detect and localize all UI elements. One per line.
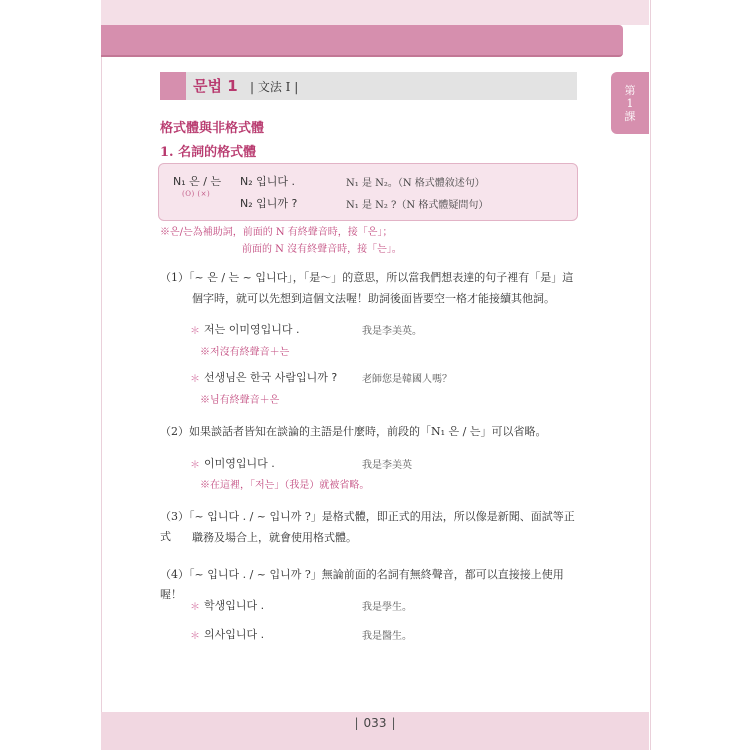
- example-5-korean: 의사입니다 .: [204, 628, 265, 641]
- example-5-chinese: 我是醫生。: [362, 631, 412, 642]
- formula-statement: N₂ 입니다 .: [240, 175, 296, 188]
- point-3-line-2: 職務及場合上，就會使用格式體。: [192, 531, 357, 544]
- lesson-title: 문법 1: [193, 77, 238, 95]
- formula-question-meaning: N₁ 是 N₂ ?（N 格式體疑問句）: [346, 200, 489, 211]
- point-1-line-2: 個字時，就可以先想到這個文法喔！助詞後面皆要空一格才能接續其他詞。: [192, 292, 555, 305]
- note-line-1: ※은/는為補助詞，前面的 N 有終聲音時，接「은」；: [160, 227, 393, 238]
- section-subtitle: 1. 名詞的格式體: [160, 145, 257, 160]
- page-number-value: 033: [363, 716, 387, 730]
- top-band: [101, 0, 649, 25]
- note-line-2: 前面的 N 沒有終聲音時，接「는」。: [242, 244, 402, 255]
- bullet-icon: ＊: [190, 374, 200, 385]
- formula-question: N₂ 입니까 ?: [240, 197, 298, 210]
- chapter-tab-line2: 1: [626, 96, 634, 110]
- chapter-tab: [611, 72, 649, 134]
- example-3-korean: 이미영입니다 .: [204, 457, 275, 470]
- page-number: [330, 716, 420, 730]
- example-2-note: ※님有終聲音＋은: [200, 395, 280, 406]
- header-bar: [101, 25, 623, 57]
- formula-n1-particle: N₁ 은 / 는: [173, 175, 222, 188]
- point-1-line-1: （1）「~ 은 / 는 ~ 입니다」，「是～」的意思，所以當我們想表達的句子裡有「是」這: [160, 271, 574, 284]
- bullet-icon: ＊: [190, 326, 200, 337]
- example-1-korean: 저는 이미영입니다 .: [204, 323, 300, 336]
- point-4-line-1: （4）「~ 입니다 . / ~ 입니까 ?」無論前面的名詞有無終聲音，都可以直接接上使用喔！: [160, 568, 564, 601]
- lesson-accent-block: [160, 72, 186, 100]
- formula-particle-hint: (O) (×): [182, 190, 211, 198]
- chapter-tab-line3: 課: [624, 109, 636, 123]
- example-3-note: ※在這裡，「저는」（我是）就被省略。: [200, 480, 370, 491]
- page-number-right-sep: |: [391, 716, 396, 730]
- lesson-subtitle: | 文法 I |: [250, 80, 299, 94]
- example-1-note: ※저沒有終聲音＋는: [200, 347, 290, 358]
- example-2-chinese: 老師您是韓國人嗎？: [362, 374, 452, 385]
- formula-box: [158, 163, 578, 221]
- example-4-korean: 학생입니다 .: [204, 599, 265, 612]
- page-number-left-sep: |: [354, 716, 359, 730]
- example-1-chinese: 我是李美英。: [362, 326, 422, 337]
- section-title: 格式體與非格式體: [160, 121, 265, 136]
- bullet-icon: ＊: [190, 631, 200, 642]
- point-2-line-1: （2）如果談話者皆知在談論的主語是什麼時，前段的「N₁ 은 / 는」可以省略。: [160, 425, 547, 438]
- bullet-icon: ＊: [190, 460, 200, 471]
- point-3-line-1: （3）「~ 입니다 . / ~ 입니까 ?」是格式體，即正式的用法，所以像是新聞、面試等正式: [160, 510, 575, 543]
- example-2-korean: 선생님은 한국 사람입니까 ?: [204, 371, 338, 384]
- example-3-chinese: 我是李美英: [362, 460, 412, 471]
- formula-statement-meaning: N₁ 是 N₂。（N 格式體敘述句）: [346, 178, 485, 189]
- example-4-chinese: 我是學生。: [362, 602, 412, 613]
- chapter-tab-line1: 第: [624, 83, 636, 97]
- bullet-icon: ＊: [190, 602, 200, 613]
